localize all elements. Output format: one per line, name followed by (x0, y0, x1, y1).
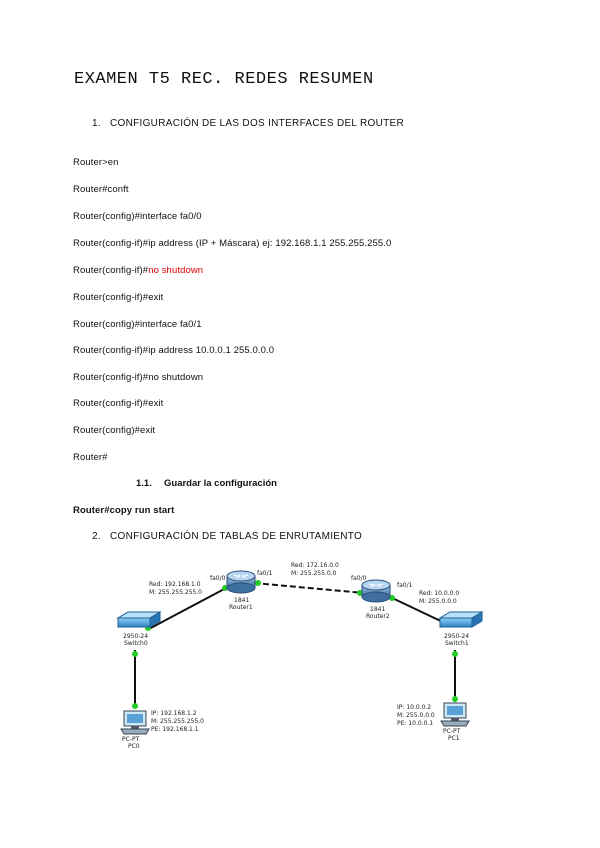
pc0-name: PC0 (128, 743, 140, 750)
section-1-title: CONFIGURACIÓN DE LAS DOS INTERFACES DEL ROUTER (110, 118, 405, 129)
link-status-dot (452, 696, 458, 702)
pc1-gateway: PE: 10.0.0.1 (397, 720, 434, 727)
command-prefix: Router(config-if)# (73, 265, 149, 276)
r1-fa01-label: fa0/1 (257, 570, 273, 577)
pc0-ip: IP: 192.168.1.2 (151, 710, 197, 717)
section-2-title: CONFIGURACIÓN DE TABLAS DE ENRUTAMIENTO (110, 531, 363, 542)
pc1-model: PC-PT (443, 728, 461, 735)
net-right-mask: M: 255.0.0.0 (419, 598, 457, 605)
command-line: Router# (73, 452, 108, 463)
r2-fa00-label: fa0/0 (351, 575, 367, 582)
command-line: Router(config)#interface fa0/0 (73, 211, 202, 222)
command-line: Router(config-if)#ip address 10.0.0.1 255.0.0.0 (73, 345, 275, 356)
highlighted-command: no shutdown (148, 265, 204, 276)
pc0-icon (121, 711, 149, 734)
link-status-dot (255, 580, 261, 586)
command-line: Router(config-if)#no shutdown (73, 372, 204, 383)
save-command-line: Router#copy run start (73, 505, 175, 516)
command-line: Router(config)#interface fa0/1 (73, 319, 202, 330)
subsection-title: Guardar la configuración (164, 478, 277, 489)
command-line: Router(config-if)#ip address (IP + Máscara) ej: 192.168.1.1 255.255.255.0 (73, 238, 392, 249)
command-line: Router(config-if)#exit (73, 398, 164, 409)
pc1-name: PC1 (448, 735, 460, 742)
router2-icon (362, 580, 390, 602)
link-status-dot (452, 651, 458, 657)
net-mid-mask: M: 255.255.0.0 (291, 570, 337, 577)
router1-model: 1841 (234, 597, 250, 604)
pc0-model: PC-PT (122, 736, 140, 743)
pc0-mask: M: 255.255.255.0 (151, 718, 205, 725)
command-line: Router(config-if)#exit (73, 292, 164, 303)
pc1-mask: M: 255.0.0.0 (397, 712, 435, 719)
net-right-red: Red: 10.0.0.0 (419, 590, 460, 597)
switch1-model: 2950-24 (444, 633, 470, 640)
router1-icon (227, 571, 255, 593)
section-1-number: 1. (92, 118, 101, 129)
switch0-icon (118, 612, 160, 627)
switch0-model: 2950-24 (123, 633, 149, 640)
pc1-ip: IP: 10.0.0.2 (397, 704, 432, 711)
command-line: Router#conft (73, 184, 129, 195)
section-2-number: 2. (92, 531, 101, 542)
command-line: Router(config)#exit (73, 425, 156, 436)
router2-model: 1841 (370, 606, 386, 613)
switch1-icon (440, 612, 482, 627)
link-status-dot (132, 651, 138, 657)
pc1-icon (441, 703, 469, 726)
r2-fa01-label: fa0/1 (397, 582, 413, 589)
link-status-dot (132, 703, 138, 709)
command-line: Router>en (73, 157, 119, 168)
net-mid-red: Red: 172.16.0.0 (291, 562, 339, 569)
serial-link-router1-router2 (254, 583, 364, 593)
net-left-mask: M: 255.255.255.0 (149, 589, 203, 596)
subsection-number: 1.1. (136, 478, 152, 489)
router1-name: Router1 (229, 604, 253, 611)
router2-name: Router2 (366, 613, 390, 620)
net-left-red: Red: 192.168.1.0 (149, 581, 201, 588)
switch1-name: Switch1 (445, 640, 469, 647)
pc0-gateway: PE: 192.168.1.1 (151, 726, 199, 733)
switch0-name: Switch0 (124, 640, 148, 647)
page-title: EXAMEN T5 REC. REDES RESUMEN (74, 70, 374, 89)
r1-fa00-label: fa0/0 (210, 575, 226, 582)
